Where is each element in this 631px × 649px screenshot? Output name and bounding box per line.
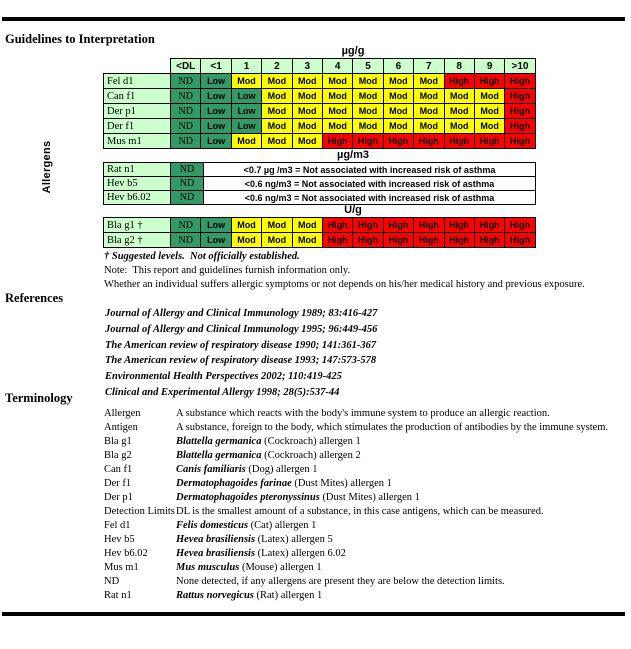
allergen-row	[104, 89, 536, 104]
level-cell: Mod	[231, 233, 261, 248]
report-note: Note: This report and guidelines furnish information only.	[104, 265, 351, 276]
level-cell: Mod	[383, 104, 413, 119]
level-cell: High	[353, 134, 383, 149]
column-header-cell: 2	[262, 59, 292, 74]
level-cell: ND	[171, 119, 201, 134]
column-header-cell: 4	[322, 59, 352, 74]
level-cell: High	[444, 74, 474, 89]
level-cell: Mod	[414, 89, 444, 104]
level-cell: Low	[201, 134, 231, 149]
terminology-row	[104, 561, 624, 575]
level-cell: ND	[171, 89, 201, 104]
u-g-table	[103, 217, 536, 248]
column-header-cell: 3	[292, 59, 322, 74]
level-cell: High	[505, 233, 535, 248]
terminology-heading: Terminology	[5, 391, 73, 405]
level-cell: Mod	[231, 218, 261, 233]
ug-g-table	[103, 58, 536, 149]
term-definition: A substance, foreign to the body, which stimulates the production of antibodies by the immune system.	[176, 422, 609, 433]
level-cell: Mod	[292, 218, 322, 233]
level-cell: High	[353, 218, 383, 233]
term-label: Mus m1	[104, 562, 139, 573]
reference-item: Clinical and Experimental Allergy 1998; 28(5):537-44	[105, 386, 340, 398]
level-cell: Mod	[383, 119, 413, 134]
term-definition: Canis familiaris (Dog) allergen 1	[176, 464, 318, 475]
level-cell: Mod	[353, 89, 383, 104]
bottom-divider	[2, 612, 625, 616]
allergen-row	[104, 218, 536, 233]
term-label: Fel d1	[104, 520, 131, 531]
level-cell: High	[444, 233, 474, 248]
allergen-row	[104, 104, 536, 119]
column-header-cell: 1	[231, 59, 261, 74]
message-cell: <0.7 µg /m3 = Not associated with increased risk of asthma	[204, 163, 536, 177]
term-definition: DL is the smallest amount of a substance, in this case antigens, which can be measured.	[176, 506, 544, 517]
terminology-row	[104, 421, 624, 435]
terminology-row	[104, 463, 624, 477]
reference-item: Environmental Health Perspectives 2002; 110:419-425	[105, 371, 342, 383]
species-name: Blattella germanica	[176, 436, 262, 447]
terminology-row	[104, 449, 624, 463]
term-label: Rat n1	[104, 590, 132, 601]
top-divider	[2, 17, 625, 21]
level-cell: Low	[201, 119, 231, 134]
term-definition: A substance which reacts with the body's immune system to produce an allergic reaction.	[176, 408, 550, 419]
level-cell: High	[444, 218, 474, 233]
allergen-row	[104, 119, 536, 134]
level-cell: Mod	[262, 74, 292, 89]
species-name: Dermatophagoides farinae	[176, 478, 292, 489]
level-cell: High	[414, 134, 444, 149]
level-cell: Mod	[474, 89, 504, 104]
allergen-row	[104, 163, 536, 177]
term-label: Bla g1	[104, 436, 132, 447]
species-name: Felis domesticus	[176, 520, 249, 531]
level-cell: Mod	[292, 233, 322, 248]
level-cell: Mod	[444, 119, 474, 134]
level-cell: High	[353, 233, 383, 248]
row-label-cell: Fel d1	[104, 74, 171, 89]
level-cell: Mod	[353, 119, 383, 134]
term-definition: Rattus norvegicus (Rat) allergen 1	[176, 590, 323, 601]
suggested-levels-footnote: † Suggested levels. Not officially established.	[104, 251, 300, 262]
terminology-row	[104, 575, 624, 589]
column-header-row	[104, 59, 536, 74]
allergen-row	[104, 191, 536, 205]
terminology-row	[104, 477, 624, 491]
level-cell: High	[474, 218, 504, 233]
term-label: Detection Limits	[104, 506, 175, 517]
term-label: Der f1	[104, 478, 132, 489]
level-cell: ND	[171, 233, 201, 248]
level-cell: Mod	[414, 74, 444, 89]
terminology-row	[104, 589, 624, 603]
level-cell: Mod	[383, 89, 413, 104]
level-cell: Mod	[231, 134, 261, 149]
level-cell: Mod	[262, 119, 292, 134]
row-label-cell: Bla g2 †	[104, 233, 171, 248]
terminology-list	[104, 407, 624, 603]
species-name: Hevea brasiliensis	[176, 548, 256, 559]
level-cell: Mod	[444, 89, 474, 104]
level-cell: Mod	[262, 134, 292, 149]
nd-cell: ND	[171, 177, 204, 191]
level-cell: Mod	[414, 119, 444, 134]
row-label-cell: Der f1	[104, 119, 171, 134]
level-cell: ND	[171, 104, 201, 119]
level-cell: Mod	[414, 104, 444, 119]
species-name: Canis familiaris	[176, 464, 246, 475]
term-label: Hev b6.02	[104, 548, 148, 559]
level-cell: ND	[171, 218, 201, 233]
term-definition: Dermatophagoides farinae (Dust Mites) allergen 1	[176, 478, 392, 489]
term-definition: None detected, if any allergens are present they are below the detection limits.	[176, 576, 505, 587]
column-header-cell: 7	[414, 59, 444, 74]
term-label: Antigen	[104, 422, 138, 433]
level-cell: High	[505, 89, 535, 104]
level-cell: Mod	[292, 89, 322, 104]
term-definition: Hevea brasiliensis (Latex) allergen 5	[176, 534, 333, 545]
level-cell: High	[505, 134, 535, 149]
unit-label-u-g: U/g	[344, 204, 362, 216]
term-definition: Dermatophagoides pteronyssinus (Dust Mites) allergen 1	[176, 492, 420, 503]
row-label-cell: Can f1	[104, 89, 171, 104]
species-name: Rattus norvegicus	[176, 590, 254, 601]
level-cell: ND	[171, 74, 201, 89]
terminology-row	[104, 505, 624, 519]
level-cell: Low	[201, 233, 231, 248]
term-definition: Felis domesticus (Cat) allergen 1	[176, 520, 317, 531]
reference-item: Journal of Allergy and Clinical Immunology 1995; 96:449-456	[105, 323, 378, 335]
species-name: Blattella germanica	[176, 450, 262, 461]
level-cell: High	[505, 74, 535, 89]
level-cell: High	[383, 134, 413, 149]
level-cell: High	[322, 134, 352, 149]
level-cell: Mod	[322, 89, 352, 104]
message-cell: <0.6 ng/m3 = Not associated with increased risk of asthma	[204, 191, 536, 205]
ug-m3-table	[103, 162, 536, 205]
level-cell: Mod	[231, 74, 261, 89]
level-cell: Mod	[353, 74, 383, 89]
exposure-note: Whether an individual suffers allergic symptoms or not depends on his/her medical history and previous exposure.	[104, 279, 585, 290]
references-list	[105, 306, 377, 401]
allergen-row	[104, 134, 536, 149]
level-cell: Low	[231, 119, 261, 134]
level-cell: Mod	[353, 104, 383, 119]
row-label-cell: Bla g1 †	[104, 218, 171, 233]
level-cell: Mod	[262, 233, 292, 248]
level-cell: High	[322, 233, 352, 248]
allergen-row	[104, 233, 536, 248]
row-label-cell: Rat n1	[104, 163, 171, 177]
column-header-cell: 6	[383, 59, 413, 74]
row-label-cell: Der p1	[104, 104, 171, 119]
level-cell: Mod	[292, 119, 322, 134]
unit-label-ug-g: µg/g	[341, 45, 365, 57]
species-name: Mus musculus	[176, 562, 240, 573]
reference-item: The American review of respiratory disease 1990; 141:361-367	[105, 339, 377, 351]
column-header-cell: <DL	[171, 59, 201, 74]
term-label: ND	[104, 576, 120, 587]
species-name: Dermatophagoides pteronyssinus	[176, 492, 320, 503]
level-cell: High	[444, 134, 474, 149]
header-spacer-cell	[104, 59, 171, 74]
reference-item: Journal of Allergy and Clinical Immunology 1989; 83:416-427	[105, 308, 378, 319]
references-heading: References	[5, 291, 64, 305]
nd-cell: ND	[171, 163, 204, 177]
column-header-cell: 9	[474, 59, 504, 74]
column-header-cell: 8	[444, 59, 474, 74]
column-header-cell: 5	[353, 59, 383, 74]
level-cell: Low	[201, 218, 231, 233]
reference-item: The American review of respiratory disease 1993; 147:573-578	[105, 355, 377, 367]
level-cell: High	[322, 218, 352, 233]
terminology-row	[104, 547, 624, 561]
term-label: Bla g2	[104, 450, 132, 461]
level-cell: High	[414, 218, 444, 233]
row-label-cell: Hev b5	[104, 177, 171, 191]
term-definition: Mus musculus (Mouse) allergen 1	[176, 562, 322, 573]
level-cell: High	[383, 233, 413, 248]
allergen-row	[104, 177, 536, 191]
level-cell: High	[474, 74, 504, 89]
term-label: Can f1	[104, 464, 133, 475]
row-label-cell: Mus m1	[104, 134, 171, 149]
level-cell: High	[383, 218, 413, 233]
column-header-cell: >10	[505, 59, 535, 74]
level-cell: High	[505, 104, 535, 119]
level-cell: Mod	[474, 119, 504, 134]
level-cell: Mod	[383, 74, 413, 89]
level-cell: Mod	[322, 119, 352, 134]
terminology-row	[104, 491, 624, 505]
terminology-row	[104, 519, 624, 533]
level-cell: Low	[201, 104, 231, 119]
level-cell: Mod	[262, 104, 292, 119]
allergen-row	[104, 74, 536, 89]
guidelines-heading: Guidelines to Interpretation	[5, 32, 155, 46]
terminology-row	[104, 533, 624, 547]
term-definition: Blattella germanica (Cockroach) allergen 2	[176, 450, 361, 461]
term-label: Hev b5	[104, 534, 135, 545]
level-cell: Mod	[322, 74, 352, 89]
term-definition: Hevea brasiliensis (Latex) allergen 6.02	[176, 548, 346, 559]
level-cell: Mod	[262, 89, 292, 104]
level-cell: Low	[231, 104, 261, 119]
term-label: Der p1	[104, 492, 133, 503]
level-cell: ND	[171, 134, 201, 149]
row-label-cell: Hev b6.02	[104, 191, 171, 205]
level-cell: High	[474, 233, 504, 248]
message-cell: <0.6 ng/m3 = Not associated with increased risk of asthma	[204, 177, 536, 191]
level-cell: Mod	[474, 104, 504, 119]
column-header-cell: <1	[201, 59, 231, 74]
term-definition: Blattella germanica (Cockroach) allergen 1	[176, 436, 361, 447]
level-cell: High	[505, 218, 535, 233]
level-cell: Mod	[292, 74, 322, 89]
level-cell: Mod	[322, 104, 352, 119]
level-cell: Low	[201, 74, 231, 89]
level-cell: Low	[201, 89, 231, 104]
level-cell: Mod	[292, 104, 322, 119]
level-cell: Mod	[262, 218, 292, 233]
terminology-row	[104, 435, 624, 449]
level-cell: Mod	[444, 104, 474, 119]
nd-cell: ND	[171, 191, 204, 205]
level-cell: High	[474, 134, 504, 149]
species-name: Hevea brasiliensis	[176, 534, 256, 545]
level-cell: High	[414, 233, 444, 248]
terminology-row	[104, 407, 624, 421]
unit-label-ug-m3: µg/m3	[336, 149, 369, 161]
allergens-axis-label: Allergens	[41, 140, 53, 194]
level-cell: High	[505, 119, 535, 134]
level-cell: Low	[231, 89, 261, 104]
term-label: Allergen	[104, 408, 141, 419]
level-cell: Mod	[292, 134, 322, 149]
